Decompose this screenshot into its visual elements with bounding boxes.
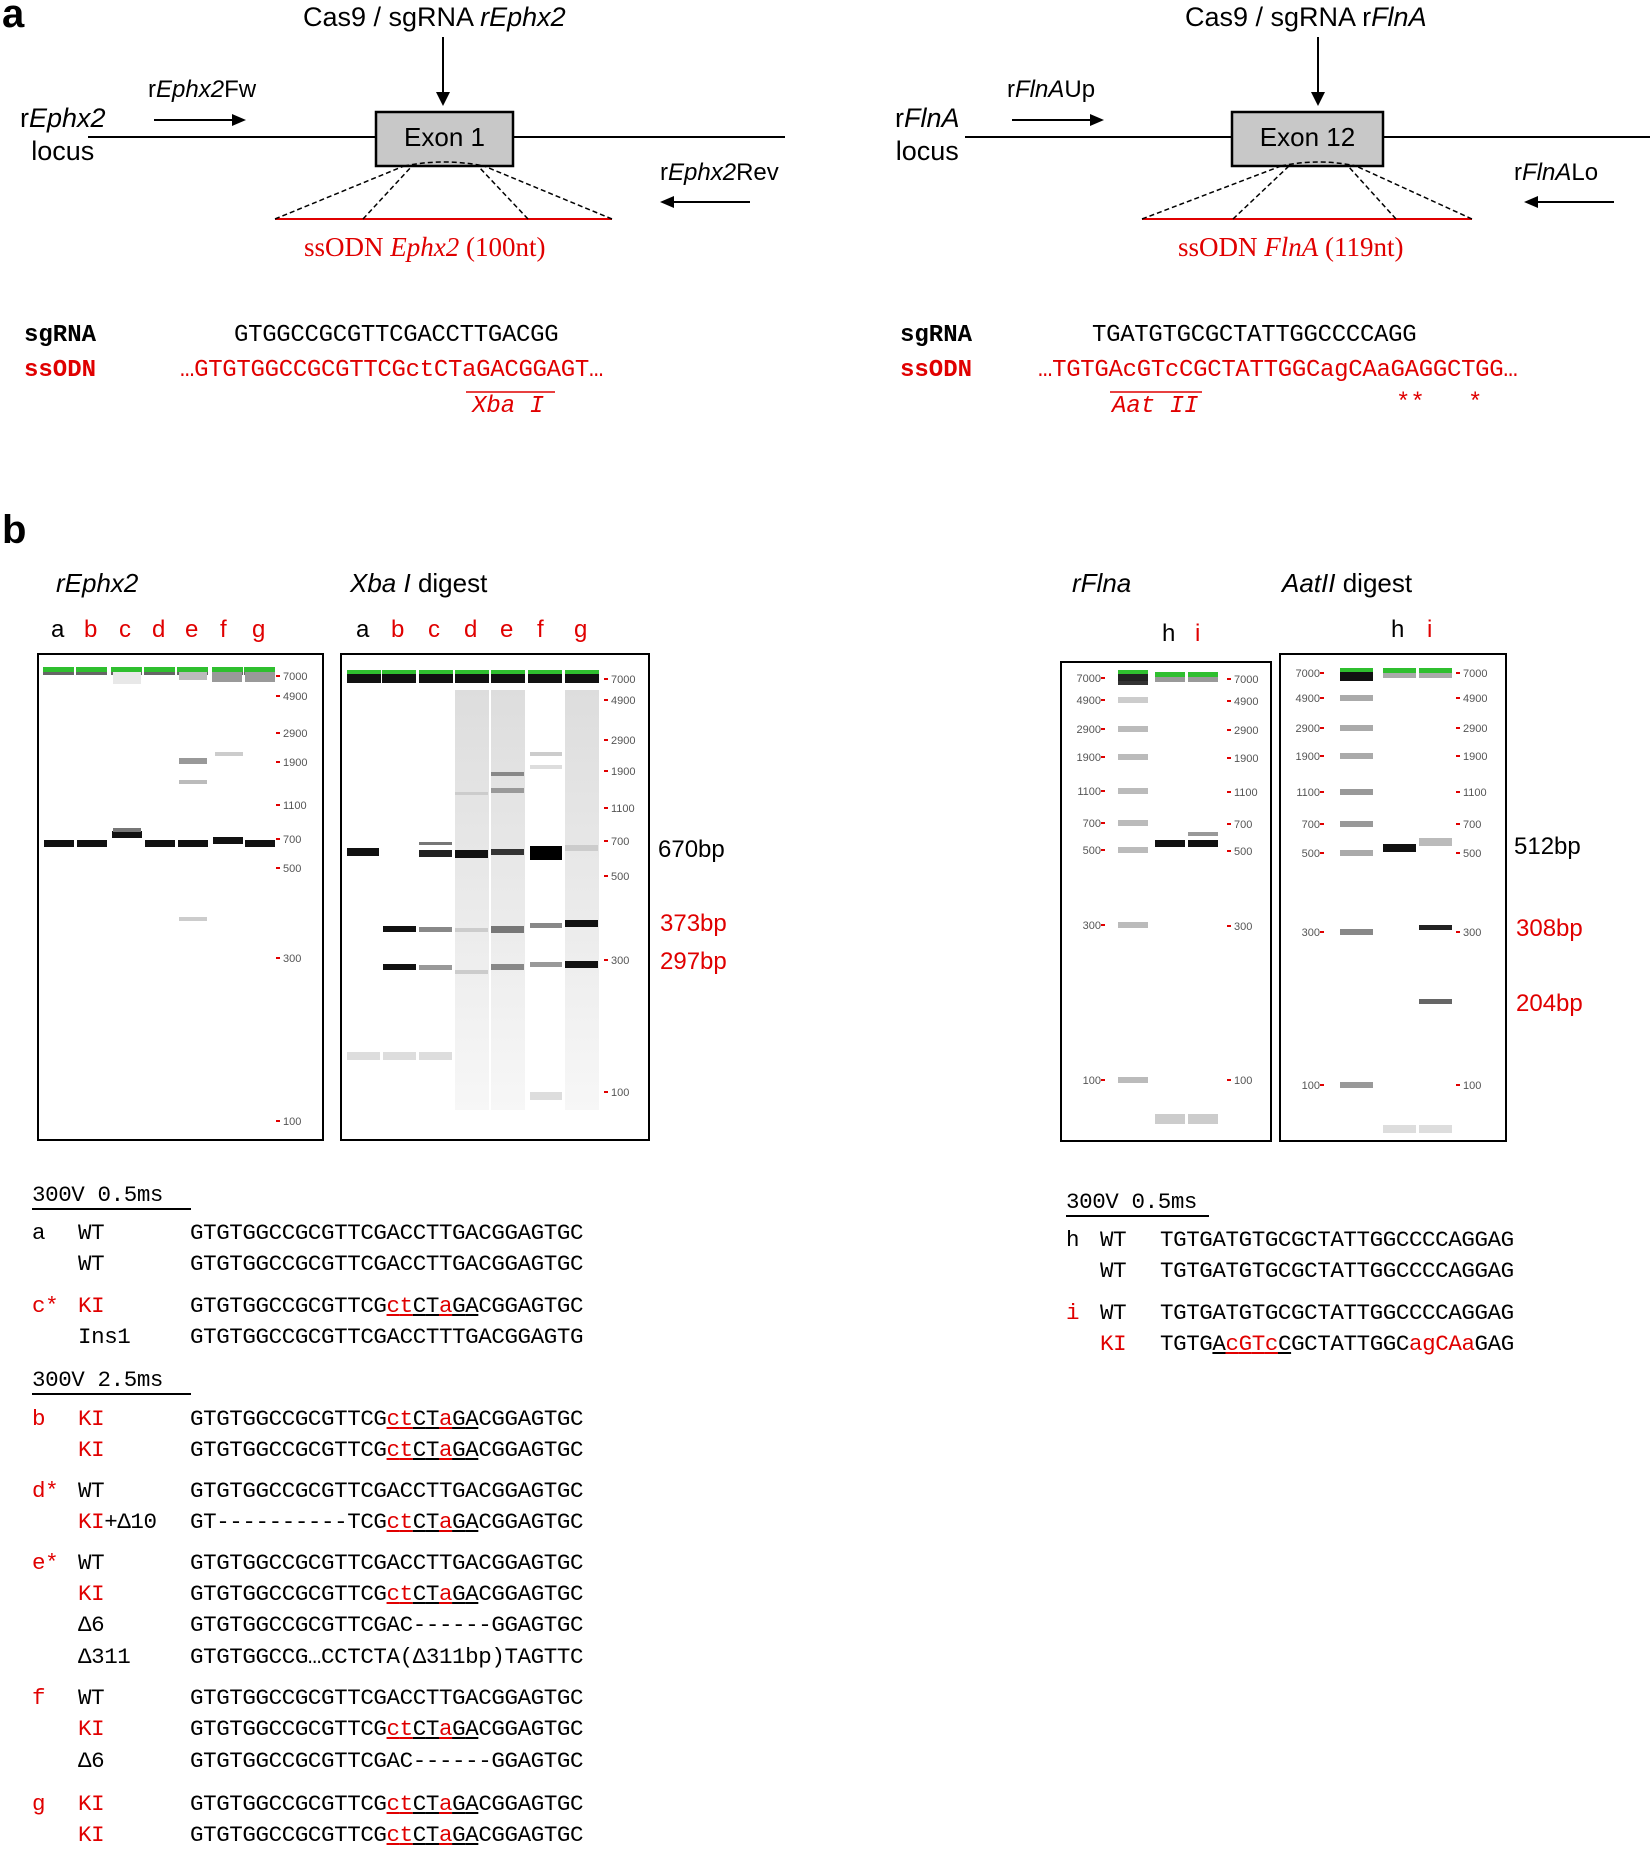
ladder-label: 700 [1234, 819, 1253, 831]
digest-band-373 [491, 926, 524, 933]
aligned-sequence: GTGTGGCCGCGTTCGctCTaGACGGAGTGC [190, 1581, 584, 1607]
ephx2-ssodn-seq: …GTGTGGCCGCGTTCGctCTaGACGGAGT… [180, 357, 604, 384]
flna-sgrna-label: sgRNA [900, 322, 973, 349]
clone-id: a [32, 1220, 46, 1246]
pcr-band-512bp [1188, 840, 1218, 847]
gel-band [383, 1052, 416, 1060]
digest-band-297 [530, 962, 562, 967]
ladder-label: 7000 [283, 671, 308, 683]
loading-well-band [177, 667, 208, 672]
flna-ssodn-row-label: ssODN [900, 357, 973, 384]
digest-band-297 [383, 964, 416, 970]
gel-band [1118, 674, 1148, 681]
cas9-gene: rEphx2 [480, 2, 566, 32]
lane-label-b: b [391, 616, 405, 643]
undigested-band [347, 848, 379, 856]
genotype-label: Ins1 [78, 1324, 131, 1350]
lane-label-g: g [574, 616, 588, 643]
gel3-title: rFlna [1072, 568, 1132, 598]
ladder-label: 1100 [611, 803, 635, 815]
pcr-band-512bp [1155, 840, 1185, 847]
genotype-label: KI [78, 1293, 105, 1319]
ladder-label: 2900 [1076, 724, 1101, 736]
lane-label-b: b [84, 616, 98, 643]
ladder-band [1118, 754, 1148, 760]
up-gene: FlnA [1015, 76, 1065, 103]
undigested-band [455, 850, 488, 858]
genotype-label: WT [78, 1251, 105, 1277]
loading-well-band [1383, 668, 1416, 673]
loading-well-band [1340, 668, 1373, 672]
ladder-label: 4900 [283, 691, 308, 703]
genotype-label: WT [1100, 1258, 1127, 1284]
ladder-label: 500 [1301, 848, 1320, 860]
ssodn-suffix: (100nt) [459, 232, 546, 262]
ladder-label: 4900 [1234, 696, 1259, 708]
digest-band-297 [491, 964, 524, 970]
lane-label-c: c [119, 616, 131, 643]
ladder-label: 300 [1234, 921, 1253, 933]
gel-band [212, 672, 242, 682]
lane-label-i: i [1195, 620, 1201, 647]
gel3 [1061, 662, 1271, 1141]
gel2-digest: digest [410, 568, 488, 598]
loading-well-band [144, 672, 175, 675]
clone-id: g [32, 1791, 46, 1817]
aligned-sequence: GTGTGGCCGCGTTCGctCTaGACGGAGTGC [190, 1822, 584, 1848]
genotype-label: KI [78, 1822, 105, 1848]
genotype-label: KI [78, 1716, 105, 1742]
aligned-sequence: TGTGATGTGCGCTATTGGCCCCAGGAG [1160, 1258, 1514, 1284]
ladder-label: 500 [1463, 848, 1482, 860]
lane-label-c: c [428, 616, 440, 643]
ladder-label: 1100 [1296, 787, 1320, 799]
ladder-label: 2900 [611, 735, 636, 747]
aligned-sequence: GTGTGGCCGCGTTCGctCTaGACGGAGTGC [190, 1716, 584, 1742]
gel-band [419, 1052, 452, 1060]
ladder-label: 7000 [1076, 673, 1101, 685]
genotype-label: Δ6 [78, 1748, 105, 1774]
digest-band-373 [455, 928, 488, 932]
undigested-band [419, 850, 452, 857]
ladder-label: 700 [611, 836, 630, 848]
ladder-label: 100 [1234, 1075, 1253, 1087]
pcr-band-670bp [44, 840, 74, 847]
gel-band [113, 828, 141, 832]
aligned-sequence: GT----------TCGctCTaGACGGAGTGC [190, 1509, 584, 1535]
ladder-label: 1900 [283, 757, 308, 769]
ladder-label: 1100 [1463, 787, 1487, 799]
loading-well-band [1118, 670, 1148, 674]
ladder-label: 300 [1301, 927, 1320, 939]
pcr-band-670bp [145, 840, 175, 847]
loading-well-band [1419, 668, 1452, 673]
loading-well-band [76, 667, 107, 672]
aligned-sequence: GTGTGGCCGCGTTCGAC------GGAGTGC [190, 1612, 584, 1638]
ladder-label: 700 [1301, 819, 1320, 831]
group-header-05ms: 300V 0.5ms [32, 1182, 191, 1210]
undigested-band [530, 846, 562, 860]
digest-band-373 [383, 926, 416, 932]
rev-prefix: r [660, 159, 668, 186]
genotype-label: KI+Δ10 [78, 1509, 157, 1535]
ladder-band [1118, 697, 1148, 703]
genotype-label: KI [1100, 1331, 1127, 1357]
gel1 [38, 654, 323, 1140]
gel4-enzyme: AatII [1282, 568, 1336, 598]
loading-well-band [491, 670, 525, 674]
gel-band [419, 842, 452, 845]
lane-label-i: i [1427, 616, 1433, 643]
genotype-label: WT [78, 1685, 105, 1711]
lo-gene: FlnA [1522, 159, 1572, 186]
aligned-sequence: GTGTGGCCGCGTTCGACCTTTGACGGAGTG [190, 1324, 584, 1350]
panel-b-letter: b [2, 508, 27, 552]
gel-band [1419, 673, 1452, 678]
gel-band [455, 690, 489, 1110]
size-373: 373bp [660, 910, 727, 937]
loading-well-band [419, 674, 453, 683]
clone-id: d* [32, 1478, 59, 1504]
ladder-band [1118, 788, 1148, 794]
ladder-label: 7000 [1234, 674, 1259, 686]
ladder-band [1340, 821, 1373, 827]
loading-well-band [1188, 672, 1218, 677]
ladder-label: 300 [611, 955, 630, 967]
group-header-25ms: 300V 2.5ms [32, 1367, 191, 1395]
lane-label-f: f [537, 616, 544, 643]
flna-exon-label: Exon 12 [1259, 122, 1356, 152]
ladder-label: 7000 [1295, 668, 1320, 680]
ladder-label: 4900 [1463, 693, 1488, 705]
up-suffix: Up [1064, 76, 1096, 103]
locus-word: locus [31, 136, 95, 166]
flna-sgrna-seq: TGATGTGCGCTATTGGCCCCAGG [1092, 322, 1417, 349]
undigested-band [1383, 844, 1416, 852]
aligned-sequence: GTGTGGCCGCGTTCGAC------GGAGTGC [190, 1748, 584, 1774]
gel-band [491, 772, 524, 776]
gel2-enzyme: Xba I [350, 568, 411, 598]
digest-band-308 [1419, 925, 1452, 930]
ladder-band [1340, 850, 1373, 856]
ladder-band [1340, 1082, 1373, 1088]
aligned-sequence: GTGTGGCCGCGTTCGctCTaGACGGAGTGC [190, 1406, 584, 1432]
large-band [215, 752, 243, 756]
locus-word: locus [895, 136, 959, 166]
ladder-label: 2900 [1295, 723, 1320, 735]
clone-id: e* [32, 1550, 59, 1576]
aligned-sequence: TGTGATGTGCGCTATTGGCCCCAGGAG [1160, 1227, 1514, 1253]
ladder-label: 7000 [1463, 668, 1488, 680]
loading-well-band [347, 670, 381, 674]
ssodn-suffix: (119nt) [1318, 232, 1404, 262]
ladder-band [1340, 789, 1373, 795]
clone-id: i [1066, 1300, 1080, 1326]
locus-prefix: r [20, 103, 29, 133]
flna-mutation-stars: ** * [1396, 390, 1483, 417]
gel-band [113, 672, 141, 684]
digest-band-297 [419, 965, 452, 970]
group-header-flna-05ms: 300V 0.5ms [1066, 1189, 1209, 1217]
gel-band [565, 845, 598, 851]
loading-well-band [382, 670, 416, 674]
size-297: 297bp [660, 948, 727, 975]
ladder-label: 300 [283, 953, 302, 965]
rev-gene: Ephx2 [668, 159, 737, 186]
ladder-label: 2900 [1463, 723, 1488, 735]
aligned-sequence: GTGTGGCCGCGTTCGACCTTGACGGAGTGC [190, 1550, 584, 1576]
loading-well-band [491, 674, 525, 683]
ladder-band [1340, 929, 1373, 935]
ladder-band [1118, 820, 1148, 826]
gel-band [491, 690, 525, 1110]
lo-prefix: r [1514, 159, 1522, 186]
ladder-label: 4900 [1295, 693, 1320, 705]
genotype-label: Δ311 [78, 1644, 131, 1670]
genotype-label: WT [78, 1220, 105, 1246]
ephx2-sgrna-seq: GTGGCCGCGTTCGACCTTGACGG [234, 322, 559, 349]
ladder-label: 500 [283, 863, 302, 875]
ladder-label: 100 [611, 1087, 630, 1099]
rev-suffix: Rev [736, 159, 779, 186]
lane-label-e: e [185, 616, 199, 643]
gel-band [491, 788, 524, 793]
loading-well-band [565, 670, 599, 674]
ssodn-prefix: ssODN [304, 232, 391, 262]
aligned-sequence: GTGTGGCCGCGTTCGctCTaGACGGAGTGC [190, 1293, 584, 1319]
ladder-label: 700 [1463, 819, 1482, 831]
lane-label-a: a [356, 616, 370, 643]
ladder-label: 1900 [1234, 753, 1259, 765]
aligned-sequence: GTGTGGCCGCGTTCGACCTTGACGGAGTGC [190, 1220, 584, 1246]
ladder-label: 4900 [1076, 695, 1101, 707]
lane-label-h: h [1391, 616, 1405, 643]
clone-id: b [32, 1406, 46, 1432]
ladder-band [1340, 753, 1373, 759]
loading-well-band [244, 667, 275, 672]
loading-well-band [76, 672, 107, 675]
ssodn-prefix: ssODN [1178, 232, 1265, 262]
clone-id: c* [32, 1293, 59, 1319]
ephx2-sgrna-label: sgRNA [24, 322, 97, 349]
locus-prefix: r [895, 103, 904, 133]
large-band [179, 780, 207, 784]
gel-band [1188, 832, 1218, 836]
ladder-label: 100 [1463, 1080, 1482, 1092]
ssodn-gene: FlnA [1264, 232, 1319, 262]
gel-band [1155, 1114, 1185, 1124]
undigested-band [1419, 838, 1452, 846]
loading-well-band [43, 672, 74, 675]
fw-suffix: Fw [224, 76, 257, 103]
loading-well-band [347, 674, 381, 683]
gel4-digest: digest [1335, 568, 1413, 598]
aligned-sequence: TGTGATGTGCGCTATTGGCCCCAGGAG [1160, 1300, 1514, 1326]
aligned-sequence: GTGTGGCCGCGTTCGctCTaGACGGAGTGC [190, 1437, 584, 1463]
gel2 [341, 654, 649, 1140]
ladder-band [1118, 922, 1148, 928]
gel-band [530, 1092, 562, 1100]
ephx2-ssodn-row-label: ssODN [24, 357, 97, 384]
ephx2-exon-label: Exon 1 [404, 122, 485, 152]
panel-a-letter: a [2, 0, 25, 36]
ephx2-enzyme-label: Xba I [472, 393, 545, 420]
lane-label-g: g [252, 616, 266, 643]
ladder-label: 1900 [611, 766, 636, 778]
gel-band [347, 1052, 380, 1060]
gel-band [565, 690, 599, 1110]
cas9-text: Cas9 / sgRNA [303, 2, 481, 32]
gel-band [245, 672, 275, 682]
digest-band-297 [565, 961, 598, 968]
ladder-label: 2900 [283, 728, 308, 740]
genotype-label: KI [78, 1791, 105, 1817]
gel-band [1155, 677, 1185, 682]
ladder-label: 700 [1082, 818, 1101, 830]
ladder-band [1118, 1077, 1148, 1083]
gel-band [1383, 673, 1416, 678]
ladder-label: 1900 [1463, 751, 1488, 763]
ladder-band [1118, 726, 1148, 732]
gel4 [1280, 654, 1506, 1141]
size-670: 670bp [658, 836, 725, 863]
loading-well-band [455, 670, 489, 674]
up-prefix: r [1007, 76, 1015, 103]
small-band [179, 917, 207, 921]
ladder-label: 1900 [1076, 752, 1101, 764]
gel1-title: rEphx2 [56, 568, 139, 598]
genotype-label: WT [1100, 1227, 1127, 1253]
ladder-band [1118, 847, 1148, 853]
aligned-sequence: GTGTGGCCGCGTTCGctCTaGACGGAGTGC [190, 1791, 584, 1817]
lane-label-f: f [220, 616, 227, 643]
undigested-band [491, 849, 524, 855]
lo-suffix: Lo [1571, 159, 1599, 186]
genotype-label: KI [78, 1437, 105, 1463]
ladder-label: 1100 [1077, 786, 1101, 798]
aligned-sequence: GTGTGGCCGCGTTCGACCTTGACGGAGTGC [190, 1478, 584, 1504]
digest-band-297 [455, 970, 488, 974]
loading-well-band [382, 674, 416, 683]
lane-label-h: h [1162, 620, 1176, 647]
genotype-label: WT [1100, 1300, 1127, 1326]
loading-well-band [111, 667, 142, 672]
digest-band-373 [419, 927, 452, 932]
gel-band [1419, 1125, 1452, 1133]
ladder-label: 7000 [611, 674, 636, 686]
loading-well-band [455, 674, 489, 683]
digest-band-373 [565, 920, 598, 927]
lane-label-e: e [500, 616, 514, 643]
aligned-sequence: GTGTGGCCGCGTTCGACCTTGACGGAGTGC [190, 1251, 584, 1277]
ladder-label: 500 [1082, 845, 1101, 857]
digest-band-204 [1419, 999, 1452, 1004]
fw-prefix: r [148, 76, 156, 103]
ladder-label: 1900 [1295, 751, 1320, 763]
genotype-label: Δ6 [78, 1612, 105, 1638]
flna-enzyme-label: Aat II [1112, 393, 1199, 420]
lane-label-a: a [51, 616, 65, 643]
ladder-label: 300 [1082, 920, 1101, 932]
ladder-label: 2900 [1234, 725, 1259, 737]
loading-well-band [212, 667, 243, 672]
genotype-label: KI [78, 1406, 105, 1432]
gel-band [455, 792, 488, 795]
ladder-label: 700 [283, 834, 302, 846]
size-512: 512bp [1514, 833, 1581, 860]
loading-well-band [528, 674, 562, 683]
locus-gene: FlnA [904, 103, 960, 133]
loading-well-band [528, 670, 562, 674]
loading-well-band [144, 667, 175, 672]
cas9-text: Cas9 / sgRNA r [1185, 2, 1372, 32]
size-204: 204bp [1516, 990, 1583, 1017]
flna-ssodn-seq: …TGTGAcGTcCGCTATTGGCagCAaGAGGCTGG… [1038, 357, 1518, 384]
loading-well-band [43, 667, 74, 672]
pcr-band-670bp [213, 837, 243, 844]
clone-id: h [1066, 1227, 1080, 1253]
locus-gene: Ephx2 [29, 103, 106, 133]
gel-band [530, 765, 562, 769]
ladder-band [1340, 695, 1373, 701]
ladder-label: 1100 [283, 800, 307, 812]
cas9-gene: FlnA [1371, 2, 1427, 32]
loading-well-band [1155, 672, 1185, 677]
large-band [179, 758, 207, 764]
gel-band [1383, 1125, 1416, 1133]
pcr-band-670bp [112, 831, 142, 838]
ladder-label: 100 [1082, 1075, 1101, 1087]
ssodn-gene: Ephx2 [390, 232, 460, 262]
aligned-sequence: TGTGAcGTcCGCTATTGGCagCAaGAG [1160, 1331, 1514, 1357]
gel-band [1188, 1114, 1218, 1124]
fw-gene: Ephx2 [156, 76, 225, 103]
loading-well-band [419, 670, 453, 674]
genotype-label: KI [78, 1581, 105, 1607]
genotype-label: WT [78, 1550, 105, 1576]
lane-label-d: d [152, 616, 166, 643]
gel-band [530, 752, 562, 756]
ladder-label: 100 [1301, 1080, 1320, 1092]
size-308: 308bp [1516, 915, 1583, 942]
ladder-label: 4900 [611, 695, 636, 707]
pcr-band-670bp [77, 840, 107, 847]
pcr-band-670bp [178, 840, 208, 847]
loading-well-band [565, 674, 599, 683]
digest-band-373 [530, 923, 562, 928]
gel-band [1188, 677, 1218, 682]
clone-id: f [32, 1685, 46, 1711]
ladder-label: 100 [283, 1116, 302, 1128]
genotype-label: WT [78, 1478, 105, 1504]
gel-band [179, 672, 207, 680]
ladder-label: 500 [1234, 846, 1253, 858]
ladder-label: 1100 [1234, 787, 1258, 799]
ladder-label: 300 [1463, 927, 1482, 939]
ladder-band [1340, 725, 1373, 731]
aligned-sequence: GTGTGGCCGCGTTCGACCTTGACGGAGTGC [190, 1685, 584, 1711]
aligned-sequence: GTGTGGCCG…CCTCTA(Δ311bp)TAGTTC [190, 1644, 584, 1670]
ladder-label: 500 [611, 871, 630, 883]
pcr-band-670bp [245, 840, 275, 847]
gel-band [1340, 672, 1373, 681]
lane-label-d: d [464, 616, 478, 643]
